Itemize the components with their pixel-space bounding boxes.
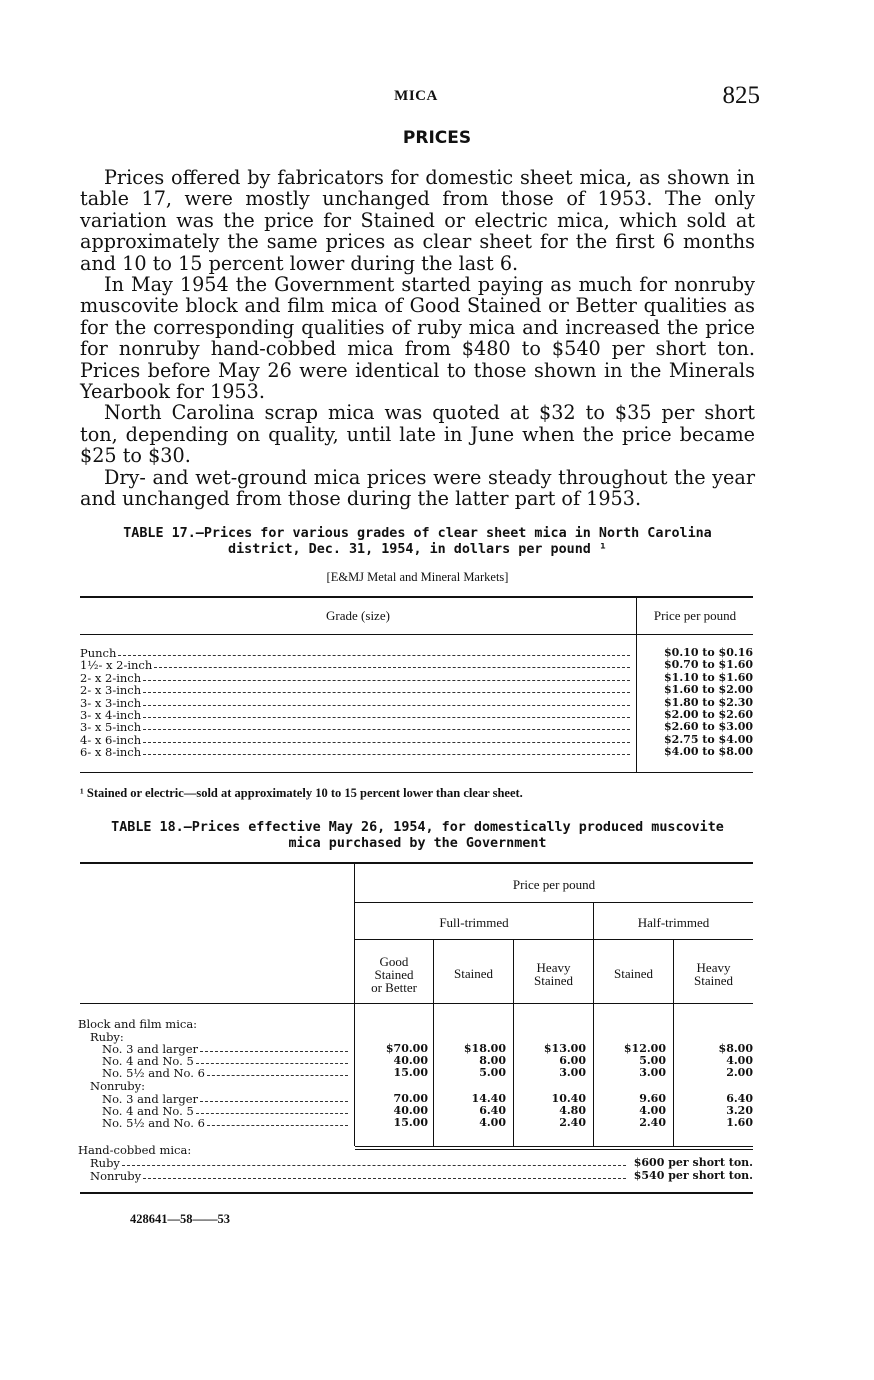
table18-row xyxy=(102,1105,350,1117)
table18-rule-groups xyxy=(355,939,753,940)
table17-caption-line2: district, Dec. 31, 1954, in dollars per pound ¹ xyxy=(228,542,607,557)
leader-dots xyxy=(143,705,630,706)
table18-cell: $8.00 xyxy=(718,1042,753,1055)
table18-col-good xyxy=(355,955,433,994)
table18-cell: 3.00 xyxy=(559,1066,586,1080)
table18-cell: 4.80 xyxy=(559,1104,586,1118)
table17-top-rule xyxy=(80,596,753,598)
table18-cell: 40.00 xyxy=(393,1104,428,1118)
col-heavy-line: Heavy xyxy=(536,960,571,975)
footer-code: 428641—58——53 xyxy=(130,1212,230,1226)
table18-col-stained2: Stained xyxy=(614,966,653,981)
table18-row xyxy=(102,1117,350,1129)
paragraph: North Carolina scrap mica was quoted at $32 to $35 per short ton, depending on quality, until late in June when the price became $25 to $30. xyxy=(80,401,755,468)
leader-dots xyxy=(143,754,630,755)
table18-cell: 5.00 xyxy=(479,1066,506,1080)
col-heavy2-line: Stained xyxy=(694,973,733,988)
table18-hand-rule-a xyxy=(355,1146,753,1147)
table18-cell: $12.00 xyxy=(623,1042,666,1055)
table17-row xyxy=(80,697,632,709)
table17-col-grade: Grade (size) xyxy=(326,608,390,623)
table17-price: $2.60 to $3.00 xyxy=(664,720,753,734)
table17-col-price: Price per pound xyxy=(653,608,737,623)
table18-cell: 14.40 xyxy=(471,1092,506,1105)
table17-row xyxy=(80,734,632,746)
col-good-line: Stained xyxy=(374,967,414,982)
table18-top-rule xyxy=(80,862,753,864)
leader-dots xyxy=(207,1125,348,1126)
table18-cell: 2.00 xyxy=(726,1066,753,1080)
table18-cell: 2.40 xyxy=(639,1116,666,1130)
table17-bottom-rule xyxy=(80,772,753,773)
paragraph: In May 1954 the Government started paying as much for nonruby muscovite block and film mica of Good Stained or Better qualities as for the corresponding qualities of ruby mica and increased the price for nonruby hand-cobbed mica from $480 to $540 per short ton. Prices before May 26 were identical to those shown in the Minerals Yearbook for 1953. xyxy=(80,273,755,404)
table17-grade: 3- x 4-inch xyxy=(80,708,142,722)
table18-group-ruby: Ruby: xyxy=(90,1030,124,1044)
table17-price: $1.60 to $2.00 xyxy=(664,683,753,697)
table17-grade: 2- x 3-inch xyxy=(80,683,142,698)
table17-grade: 3- x 3-inch xyxy=(80,695,142,710)
table18-row-label: No. 4 and No. 5 xyxy=(102,1104,194,1119)
leader-dots xyxy=(200,1051,348,1052)
body-text xyxy=(80,167,755,510)
leader-dots xyxy=(118,655,630,656)
table18-row xyxy=(102,1067,350,1079)
table18-caption xyxy=(80,820,755,852)
leader-dots xyxy=(143,1178,626,1179)
table17-price: $2.75 to $4.00 xyxy=(664,732,753,746)
section-title: PRICES xyxy=(402,128,472,148)
table17-grade: 6- x 8-inch xyxy=(80,745,142,760)
table18-bottom-rule xyxy=(80,1192,753,1194)
table18-row xyxy=(102,1055,350,1067)
col-heavy2-line: Heavy xyxy=(696,960,731,975)
leader-dots xyxy=(122,1165,626,1166)
table18-cell: $70.00 xyxy=(385,1042,428,1055)
table18-cell: 5.00 xyxy=(639,1054,666,1068)
leader-dots xyxy=(154,667,630,668)
table17-row xyxy=(80,721,632,733)
leader-dots xyxy=(200,1101,348,1102)
table17-price: $0.70 to $1.60 xyxy=(664,658,753,672)
table17-row xyxy=(80,746,632,758)
table17-source: [E&MJ Metal and Mineral Markets] xyxy=(326,570,509,584)
table17-grade: 3- x 5-inch xyxy=(80,720,142,735)
table17-price: $4.00 to $8.00 xyxy=(664,745,753,759)
table18-group-hand: Hand-cobbed mica: xyxy=(78,1143,192,1157)
table18-row-label: No. 5½ and No. 6 xyxy=(102,1066,205,1081)
table18-cell: 15.00 xyxy=(393,1066,428,1080)
table17-row xyxy=(80,672,632,684)
table18-col-stained: Stained xyxy=(454,966,493,981)
table18-divider-half xyxy=(593,903,594,1146)
table18-cell: 8.00 xyxy=(479,1054,506,1068)
leader-dots xyxy=(196,1113,348,1114)
table17-price: $1.80 to $2.30 xyxy=(664,695,753,709)
table18-hand-price: $540 per short ton. xyxy=(633,1168,753,1182)
leader-dots xyxy=(143,729,630,730)
table18-group-block: Block and film mica: xyxy=(78,1017,198,1031)
table18-row xyxy=(102,1043,350,1055)
table17-price: $1.10 to $1.60 xyxy=(664,670,753,684)
table17-row xyxy=(80,709,632,721)
table18-rule-price xyxy=(355,902,753,903)
leader-dots xyxy=(143,717,630,718)
table18-cell: 70.00 xyxy=(393,1092,428,1105)
col-heavy-line: Stained xyxy=(534,973,573,988)
paragraph: Dry- and wet-ground mica prices were steady throughout the year and unchanged from those during the latter part of 1953. xyxy=(80,465,755,511)
table18-caption-line2: mica purchased by the Government xyxy=(288,836,547,851)
table18-hand-rule-b xyxy=(355,1149,753,1150)
table17-grade: 2- x 2-inch xyxy=(80,670,142,685)
table18-col-heavy xyxy=(514,961,593,987)
table18-cell: $18.00 xyxy=(463,1042,506,1055)
table18-divider-c1 xyxy=(433,940,434,1146)
table17-footnote: ¹ Stained or electric—sold at approximately 10 to 15 percent lower than clear sheet. xyxy=(80,786,523,800)
table17-row xyxy=(80,659,632,671)
leader-dots xyxy=(143,680,630,681)
table18-hand-label: Nonruby xyxy=(90,1168,142,1183)
table18-row-label: No. 4 and No. 5 xyxy=(102,1054,194,1069)
table18-cell: 4.00 xyxy=(479,1116,506,1130)
table18-caption-line1: TABLE 18.—Prices effective May 26, 1954, for domestically produced muscovite xyxy=(111,820,724,835)
table18-header-full: Full-trimmed xyxy=(439,915,509,930)
table18-cell: 15.00 xyxy=(393,1116,428,1130)
leader-dots xyxy=(143,692,630,693)
table18-cell: 3.00 xyxy=(639,1066,666,1080)
table18-divider-c4 xyxy=(673,940,674,1146)
running-head: MICA xyxy=(394,88,438,104)
col-good-line: Good xyxy=(379,954,409,969)
table17-caption xyxy=(80,526,755,558)
col-good-line: or Better xyxy=(371,980,417,995)
table18-row-label: No. 3 and larger xyxy=(102,1042,199,1056)
table18-cell: 6.40 xyxy=(479,1104,506,1118)
table18-header-half: Half-trimmed xyxy=(637,915,710,930)
table18-header-price: Price per pound xyxy=(512,877,596,892)
table18-row-label: No. 5½ and No. 6 xyxy=(102,1116,205,1131)
table18-cell: 1.60 xyxy=(726,1116,753,1130)
table18-cell: 40.00 xyxy=(393,1054,428,1068)
table18-group-nonruby: Nonruby: xyxy=(90,1079,146,1093)
table18-cell: 3.20 xyxy=(726,1104,753,1118)
table17-grade: 4- x 6-inch xyxy=(80,732,142,747)
table18-cell: 4.00 xyxy=(726,1054,753,1068)
table18-cell: 6.40 xyxy=(726,1092,753,1105)
paragraph: Prices offered by fabricators for domestic sheet mica, as shown in table 17, were mostly unchanged from those of 1953. The only variation was the price for Stained or electric mica, which sold at approximately the same prices as clear sheet for the first 6 months and 10 to 15 percent lower during the last 6. xyxy=(80,166,755,275)
leader-dots xyxy=(143,742,630,743)
leader-dots xyxy=(196,1063,348,1064)
table18-row xyxy=(102,1093,350,1105)
table17-price: $0.10 to $0.16 xyxy=(664,646,753,659)
table18-col-heavy2 xyxy=(674,961,753,987)
table18-cell: 9.60 xyxy=(639,1092,666,1105)
table18-hand-row xyxy=(90,1170,628,1182)
table17-caption-line1: TABLE 17.—Prices for various grades of clear sheet mica in North Carolina xyxy=(123,526,712,541)
table18-row-label: No. 3 and larger xyxy=(102,1092,199,1106)
table17-grade: 1½- x 2-inch xyxy=(80,658,153,673)
table18-cell: 2.40 xyxy=(559,1116,586,1130)
table18-hand-row xyxy=(90,1157,628,1169)
table17-price: $2.00 to $2.60 xyxy=(664,708,753,721)
table18-hand-price: $600 per short ton. xyxy=(633,1156,753,1169)
table17-head-rule xyxy=(80,634,753,635)
table18-divider-c2 xyxy=(513,940,514,1146)
table17-row xyxy=(80,684,632,696)
table18-hand-label: Ruby xyxy=(90,1156,120,1170)
table18-cell: 10.40 xyxy=(551,1092,586,1105)
table17-row xyxy=(80,647,632,659)
table18-divider-stub xyxy=(354,864,355,1146)
table18-cell: $13.00 xyxy=(543,1042,586,1055)
table17-grade: Punch xyxy=(80,646,117,660)
table18-cell: 4.00 xyxy=(639,1104,666,1118)
leader-dots xyxy=(207,1075,348,1076)
table18-head-rule xyxy=(80,1003,753,1004)
page-number: 825 xyxy=(722,82,760,109)
table18-cell: 6.00 xyxy=(559,1054,586,1068)
